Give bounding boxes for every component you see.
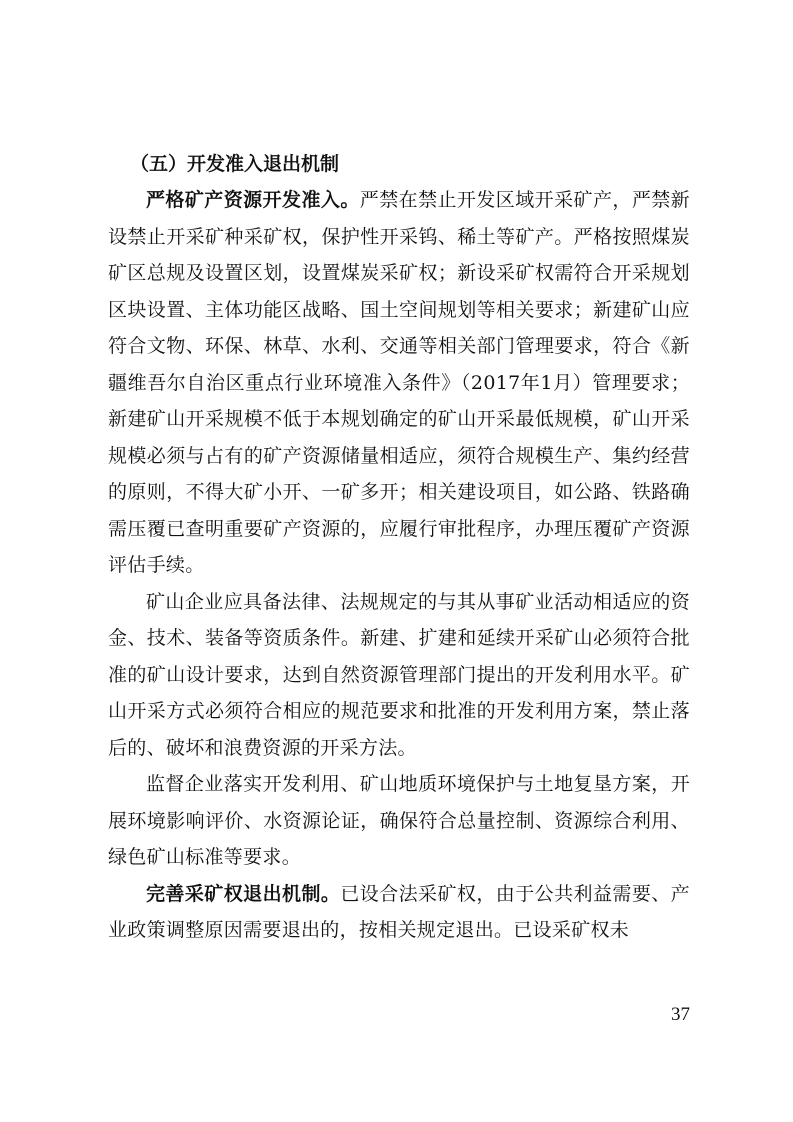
paragraph-lead: 严格矿产资源开发准入。	[146, 189, 360, 211]
paragraph-text: 严禁在禁止开发区域开采矿产，严禁新设禁止开采矿种采矿权，保护性开采钨、稀土等矿产。严格按照煤炭矿区总规及设置区划，设置煤炭采矿权；新设采矿权需符合开采规划区块设置、主体功能区战略、国土空间规划等相关要求；新建矿山应符合文物、环保、林草、水利、交通等相关部门管理要求，符合《新疆维吾尔自治区重点行业环境准入条件》（2017年1月）管理要求；新建矿山开采规模不低于本规划确定的矿山开采最低规模，矿山开采规模必须与占有的矿产资源储量相适应，须符合规模生产、集约经营的原则，不得大矿小开、一矿多开；相关建设项目，如公路、铁路确需压覆已查明重要矿产资源的，应履行审批程序，办理压覆矿产资源评估手续。	[108, 189, 690, 576]
paragraph-mining-access	[108, 182, 690, 584]
paragraph-supervision	[108, 766, 690, 876]
section-heading: （五）开发准入退出机制	[130, 153, 340, 175]
paragraph-enterprise-qualification	[108, 584, 690, 767]
paragraph-text: 监督企业落实开发利用、矿山地质环境保护与土地复垦方案，开展环境影响评价、水资源论证，确保符合总量控制、资源综合利用、绿色矿山标准等要求。	[108, 773, 690, 868]
page-content	[108, 146, 690, 949]
page-number: 37	[671, 1004, 690, 1025]
paragraph-lead: 完善采矿权退出机制。	[146, 882, 341, 905]
paragraph-text: 矿山企业应具备法律、法规规定的与其从事矿业活动相适应的资金、技术、装备等资质条件。新建、扩建和延续开采矿山必须符合批准的矿山设计要求，达到自然资源管理部门提出的开发利用水平。矿山开采方式必须符合相应的规范要求和批准的开发利用方案，禁止落后的、破坏和浪费资源的开采方法。	[108, 590, 690, 759]
paragraph-exit-mechanism	[108, 876, 690, 949]
paragraph-text: 已设合法采矿权，由于公共利益需要、产业政策调整原因需要退出的，按相关规定退出。已设采矿权未	[108, 882, 690, 941]
